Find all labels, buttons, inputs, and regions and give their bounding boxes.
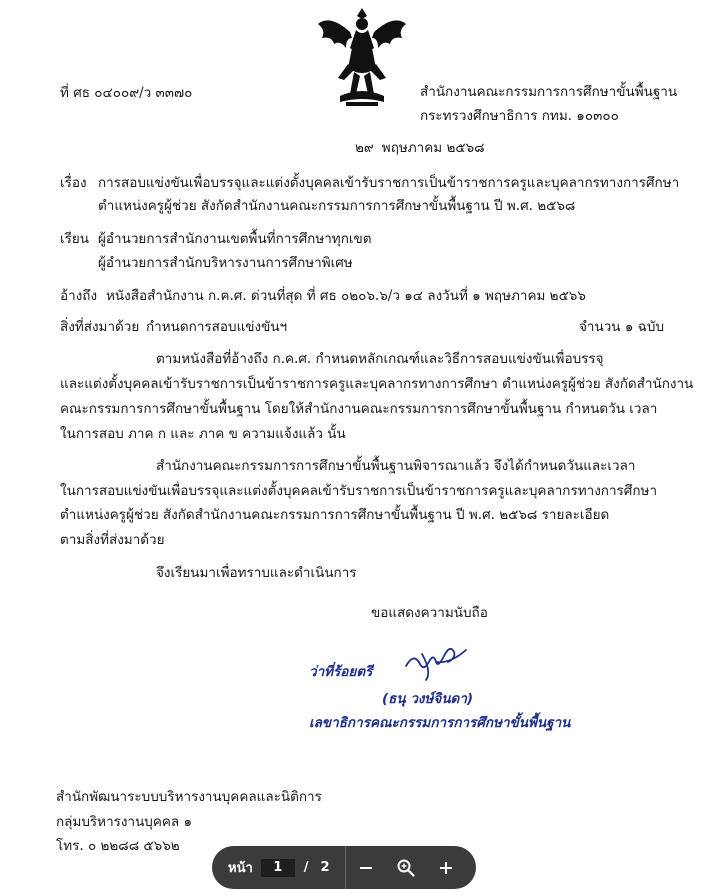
page-label: หน้า <box>228 861 253 876</box>
office-name: สำนักงานคณะกรรมการการศึกษาขั้นพื้นฐาน <box>420 84 678 100</box>
reference-label: อ้างถึง <box>60 288 98 304</box>
page-separator: / <box>303 860 309 875</box>
page-number-input[interactable] <box>261 859 295 877</box>
total-pages: 2 <box>320 860 330 875</box>
paragraph-1-line-1: ตามหนังสือที่อ้างถึง ก.ค.ศ. กำหนดหลักเกณฑ์และวิธีการสอบแข่งขันเพื่อบรรจุ <box>156 351 604 367</box>
paragraph-2-line-3: ตำแหน่งครูผู้ช่วย สังกัดสำนักงานคณะกรรมการการศึกษาขั้นพื้นฐาน ปี พ.ศ. ๒๕๖๘ รายละเอียด <box>60 507 610 523</box>
garuda-emblem-icon <box>312 4 412 110</box>
enclosure-label: สิ่งที่ส่งมาด้วย <box>60 319 140 335</box>
footer-phone: โทร. ๐ ๒๒๘๘ ๕๖๖๒ <box>56 838 180 854</box>
zoom-reset-button[interactable] <box>386 846 426 889</box>
paragraph-1-line-3: คณะกรรมการการศึกษาขั้นพื้นฐาน โดยให้สำนักงานคณะกรรมการการศึกษาขั้นพื้นฐาน กำหนดวัน เวลา <box>60 401 658 417</box>
reference-text: หนังสือสำนักงาน ก.ค.ศ. ด่วนที่สุด ที่ ศธ ๐๒๐๖.๖/ว ๑๔ ลงวันที่ ๑ พฤษภาคม ๒๕๖๖ <box>106 288 586 304</box>
handwritten-signature-icon <box>402 644 472 682</box>
paragraph-1-line-2: และแต่งตั้งบุคคลเข้ารับราชการเป็นข้าราชการครูและบุคลากรทางการศึกษา ตำแหน่งครูผู้ช่วย สังกัดสำนักงาน <box>60 376 694 392</box>
recipient-line-1: ผู้อำนวยการสำนักงานเขตพื้นที่การศึกษาทุกเขต <box>98 231 372 247</box>
magnifier-icon <box>397 859 415 877</box>
paragraph-2-line-4: ตามสิ่งที่ส่งมาด้วย <box>60 532 165 548</box>
signer-name: (ธนุ วงษ์จินดา) <box>382 691 474 707</box>
paragraph-2-line-2: ในการสอบแข่งขันเพื่อบรรจุและแต่งตั้งบุคคลเข้ารับราชการเป็นข้าราชการครูและบุคลากรทางการศึกษา <box>60 483 658 499</box>
closing-sentence: จึงเรียนมาเพื่อทราบและดำเนินการ <box>156 565 357 581</box>
recipient-line-2: ผู้อำนวยการสำนักบริหารงานการศึกษาพิเศษ <box>98 255 353 271</box>
regards: ขอแสดงความนับถือ <box>371 605 488 621</box>
office-address: กระทรวงศึกษาธิการ กทม. ๑๐๓๐๐ <box>420 108 619 124</box>
date-day: ๒๙ <box>355 140 374 156</box>
subject-line-1: การสอบแข่งขันเพื่อบรรจุและแต่งตั้งบุคคลเข้ารับราชการเป็นข้าราชการครูและบุคลากรทางการศึกษา <box>98 175 680 191</box>
signer-rank: ว่าที่ร้อยตรี <box>309 664 373 680</box>
zoom-out-button[interactable] <box>346 846 386 889</box>
footer-department: สำนักพัฒนาระบบบริหารงานบุคคลและนิติการ <box>56 789 322 805</box>
enclosure-count: จำนวน ๑ ฉบับ <box>579 319 665 335</box>
subject-line-2: ตำแหน่งครูผู้ช่วย สังกัดสำนักงานคณะกรรมการการศึกษาขั้นพื้นฐาน ปี พ.ศ. ๒๕๖๘ <box>98 198 576 214</box>
recipient-label: เรียน <box>60 231 90 247</box>
pdf-page-toolbar <box>212 846 476 889</box>
paragraph-1-line-4: ในการสอบ ภาค ก และ ภาค ข ความแจ้งแล้ว นั้น <box>60 426 346 442</box>
reference-number: ที่ ศธ ๐๔๐๐๙/ว ๓๓๗๐ <box>60 85 193 101</box>
minus-icon <box>358 860 374 876</box>
plus-icon <box>438 860 454 876</box>
date-month-year: พฤษภาคม ๒๕๖๘ <box>381 140 485 156</box>
enclosure-text: กำหนดการสอบแข่งขันฯ <box>146 319 288 335</box>
subject-label: เรื่อง <box>60 175 87 191</box>
footer-group: กลุ่มบริหารงานบุคคล ๑ <box>56 814 193 830</box>
document-date <box>355 139 485 157</box>
zoom-in-button[interactable] <box>426 846 466 889</box>
paragraph-2-line-1: สำนักงานคณะกรรมการการศึกษาขั้นพื้นฐานพิจารณาแล้ว จึงได้กำหนดวันและเวลา <box>156 458 636 474</box>
signer-position: เลขาธิการคณะกรรมการการศึกษาขั้นพื้นฐาน <box>309 715 571 731</box>
